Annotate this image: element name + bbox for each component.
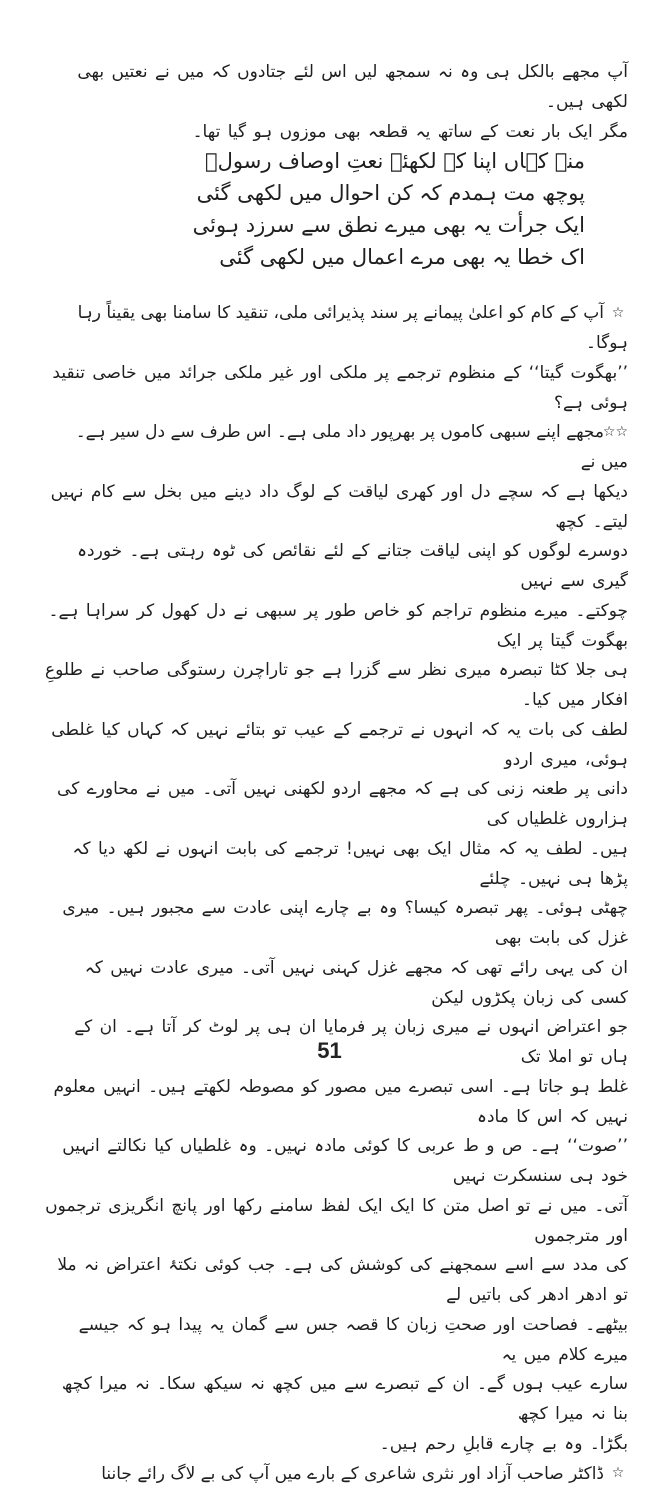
poem-line-4: اک خطا یہ بھی مرے اعمال میں لکھی گئی xyxy=(165,242,585,274)
answer-1-line-15: کی مدد سے اسے سمجھنے کی کوشش کی ہے۔ جب کوئی نکتۂ اعتراض نہ ملا تو ادھر ادھر کی باتیں لے xyxy=(44,1251,628,1311)
answer-1-line-13: ’’صوت‘‘ ہے۔ ص و ط عربی کا کوئی مادہ نہیں۔ وہ غلطیاں کیا نکالتے انہیں خود ہی سنسکرت نہیں xyxy=(44,1132,628,1192)
answer-1-line-16: بیٹھے۔ فصاحت اور صحتِ زبان کا قصہ جس سے گمان یہ پیدا ہو کہ جیسے میرے کلام میں یہ xyxy=(44,1311,628,1371)
question-1-line-2: ’’بھگوت گیتا‘‘ کے منظوم ترجمے پر ملکی اور غیر ملکی جرائد میں خاصی تنقید ہوئی ہے؟ xyxy=(44,359,628,419)
poem-line-1: منہ کہاں اپنا کہ لکھئے نعتِ اوصاف رسولؐ xyxy=(165,146,585,178)
page-number: 51 xyxy=(0,1038,659,1064)
intro-line-1: آپ مجھے بالکل ہی وہ نہ سمجھ لیں اس لئے جتادوں کہ میں نے نعتیں بھی لکھی ہیں۔ xyxy=(44,58,628,118)
qata-poem xyxy=(165,146,585,274)
answer-1-line-12: غلط ہو جاتا ہے۔ اسی تبصرے میں مصور کو مصوطہ لکھتے ہیں۔ انہیں معلوم نہیں کہ اس کا مادہ xyxy=(44,1073,628,1133)
answer-1-line-18: بگڑا۔ وہ بے چارے قابلِ رحم ہیں۔ xyxy=(44,1430,628,1460)
poem-line-2: پوچھ مت ہمدم کہ کن احوال میں لکھی گئی xyxy=(165,178,585,210)
answer-1-line-3: دوسرے لوگوں کو اپنی لیاقت جتانے کے لئے نقائص کی ٹوہ رہتی ہے۔ خوردہ گیری سے نہیں xyxy=(44,537,628,597)
answer-1-line-10: ان کی یہی رائے تھی کہ مجھے غزل کہنی نہیں آتی۔ میری عادت نہیں کہ کسی کی زبان پکڑوں لیکن xyxy=(44,954,628,1014)
star-icon: ☆ xyxy=(608,1461,628,1486)
answer-1-line-14: آتی۔ میں نے تو اصل متن کا ایک ایک لفظ سامنے رکھا اور پانچ انگریزی ترجموں اور مترجموں xyxy=(44,1192,628,1252)
answer-1-line-5: ہی جلا کٹا تبصرہ میری نظر سے گزرا ہے جو تاراچرن رستوگی صاحب نے طلوعِ افکار میں کیا۔ xyxy=(44,656,628,716)
answer-1-line-6: لطف کی بات یہ کہ انہوں نے ترجمے کے عیب تو بتائے نہیں کہ کہاں کیا غلطی ہوئی، میری اردو xyxy=(44,716,628,776)
question-1-text-1: آپ کے کام کو اعلیٰ پیمانے پر سند پذیرائی ملی، تنقید کا سامنا بھی یقیناً رہا ہوگا۔ xyxy=(78,303,628,353)
answer-1-line-11: جو اعتراض انہوں نے میری زبان پر فرمایا ان ہی پر لوٹ کر آتا ہے۔ ان کے ہاں تو املا تک xyxy=(44,1013,628,1073)
star-icon: ☆ xyxy=(608,301,628,326)
answer-1-text-1: مجھے اپنے سبھی کاموں پر بھرپور داد ملی ہے۔ اس طرف سے دل سیر ہے۔ میں نے xyxy=(76,422,628,472)
answer-1-line-1 xyxy=(44,418,628,478)
intro-line-2: مگر ایک بار نعت کے ساتھ یہ قطعہ بھی موزوں ہو گیا تھا۔ xyxy=(44,118,628,148)
poem-line-3: ایک جرأت یہ بھی میرے نطق سے سرزد ہوئی xyxy=(165,210,585,242)
answer-1-line-8: ہیں۔ لطف یہ کہ مثال ایک بھی نہیں! ترجمے کی بابت انہوں نے لکھ دیا کہ پڑھا ہی نہیں۔ چلئے xyxy=(44,835,628,895)
answer-1-line-17: سارے عیب ہوں گے۔ ان کے تبصرے سے میں کچھ نہ سیکھ سکا۔ نہ میرا کچھ بنا نہ میرا کچھ xyxy=(44,1370,628,1430)
question-1-line-1 xyxy=(44,299,628,359)
question-2-text-1: ڈاکٹر صاحب آزاد اور نثری شاعری کے بارے میں آپ کی بے لاگ رائے جاننا xyxy=(101,1464,604,1484)
question-2-line-1 xyxy=(44,1460,628,1489)
double-star-icon: ☆☆ xyxy=(608,420,628,445)
answer-1-line-4: چوکتے۔ میرے منظوم تراجم کو خاص طور پر سبھی نے دل کھول کر سراہا ہے۔ بھگوت گیتا پر ایک xyxy=(44,597,628,657)
answer-1-line-9: چھٹی ہوئی۔ پھر تبصرہ کیسا؟ وہ بے چارے اپنی عادت سے مجبور ہیں۔ میری غزل کی بابت بھی xyxy=(44,894,628,954)
answer-1-line-2: دیکھا ہے کہ سچے دل اور کھری لیاقت کے لوگ داد دینے میں بخل سے کام نہیں لیتے۔ کچھ xyxy=(44,478,628,538)
answer-1-line-7: دانی پر طعنہ زنی کی ہے کہ مجھے اردو لکھنی نہیں آتی۔ میں نے محاورے کی ہزاروں غلطیاں کی xyxy=(44,775,628,835)
